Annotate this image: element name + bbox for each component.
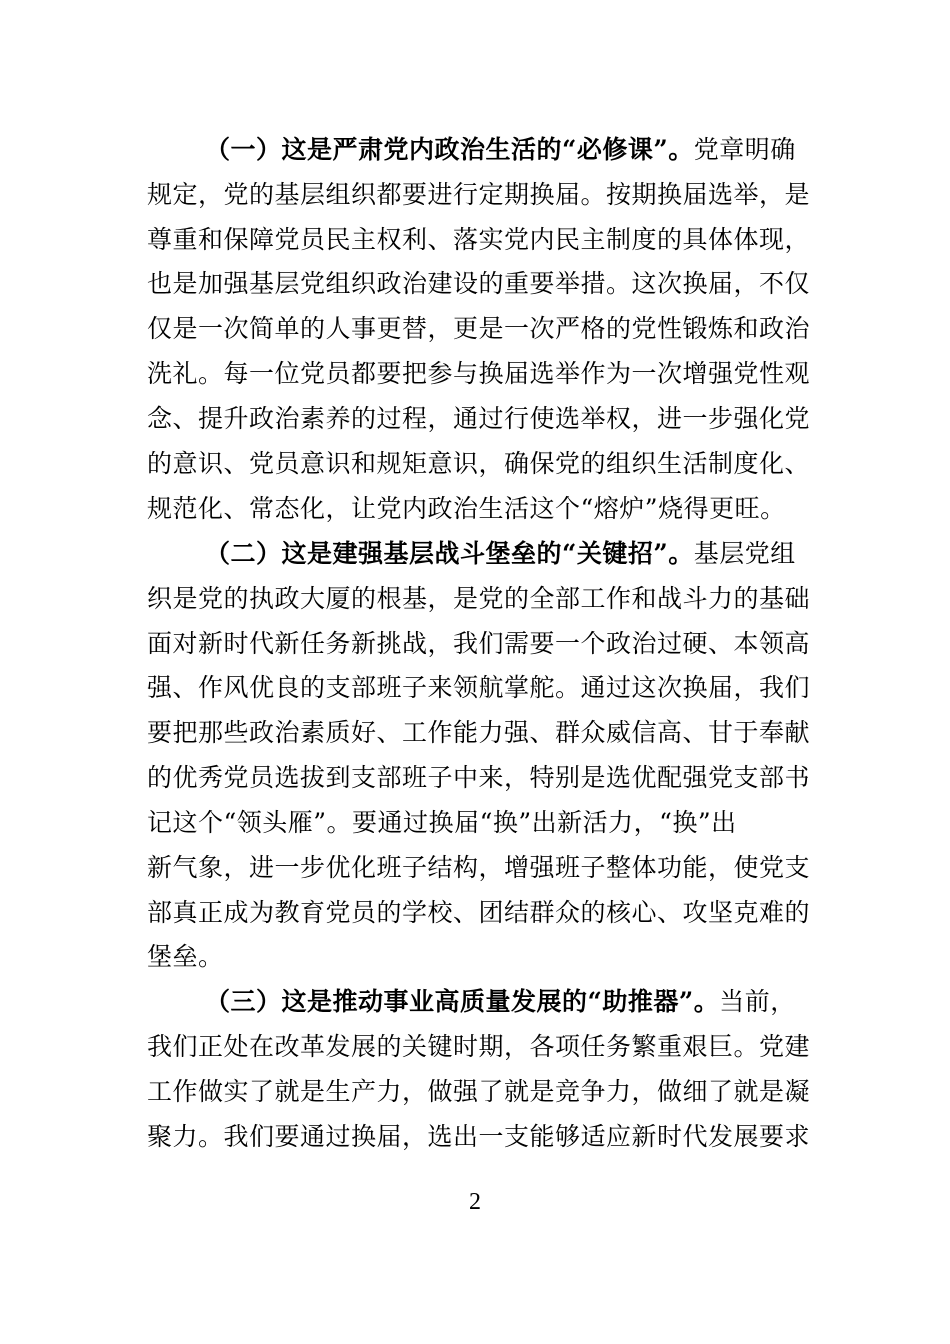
paragraph-3-line-1: 当前， — [719, 987, 796, 1016]
paragraph-1-first-line — [205, 135, 807, 165]
paragraph-1-line-2: 规定，党的基层组织都要进行定期换届。按期换届选举，是 — [147, 180, 811, 209]
paragraph-2-line-6: 的优秀党员选拔到支部班子中来，特别是选优配强党支部书 — [147, 763, 811, 792]
paragraph-1-line-3: 尊重和保障党员民主权利、落实党内民主制度的具体体现， — [147, 225, 811, 254]
paragraph-2-heading: （二）这是建强基层战斗堡垒的“关键招”。 — [205, 539, 694, 568]
paragraph-3-heading: （三）这是推动事业高质量发展的“助推器”。 — [205, 987, 720, 1016]
page-number: 2 — [469, 1189, 481, 1215]
paragraph-1-line-8: 的意识、党员意识和规矩意识，确保党的组织生活制度化、 — [147, 449, 811, 478]
paragraph-2-line-10: 堡垒。 — [147, 942, 224, 971]
paragraph-1-line-6: 洗礼。每一位党员都要把参与换届选举作为一次增强党性观 — [147, 359, 811, 388]
paragraph-1-line-9: 规范化、常态化，让党内政治生活这个“熔炉”烧得更旺。 — [147, 494, 786, 523]
paragraph-1-line-1: 党章明确 — [693, 135, 796, 164]
paragraph-2-line-3: 面对新时代新任务新挑战，我们需要一个政治过硬、本领高 — [147, 629, 811, 658]
paragraph-2-line-5: 要把那些政治素质好、工作能力强、群众威信高、甘于奉献 — [147, 718, 811, 747]
paragraph-1-line-7: 念、提升政治素养的过程，通过行使选举权，进一步强化党 — [147, 404, 811, 433]
paragraph-1-line-4: 也是加强基层党组织政治建设的重要举措。这次换届，不仅 — [147, 269, 811, 298]
paragraph-2-line-1: 基层党组 — [693, 539, 796, 568]
paragraph-2-line-7: 记这个“领头雁”。要通过换届“换”出新活力，“换”出 — [147, 808, 737, 837]
paragraph-3-first-line — [205, 987, 807, 1017]
paragraph-2-line-2: 织是党的执政大厦的根基，是党的全部工作和战斗力的基础 — [147, 584, 811, 613]
paragraph-3-line-4: 聚力。我们要通过换届，选出一支能够适应新时代发展要求 — [147, 1122, 811, 1151]
paragraph-2-line-9: 部真正成为教育党员的学校、团结群众的核心、攻坚克难的 — [147, 898, 811, 927]
paragraph-1-line-5: 仅是一次简单的人事更替，更是一次严格的党性锻炼和政治 — [147, 314, 811, 343]
paragraph-1-heading: （一）这是严肃党内政治生活的“必修课”。 — [205, 135, 694, 164]
paragraph-2-line-4: 强、作风优良的支部班子来领航掌舵。通过这次换届，我们 — [147, 673, 811, 702]
paragraph-2-line-8: 新气象，进一步优化班子结构，增强班子整体功能，使党支 — [147, 853, 811, 882]
paragraph-3-line-2: 我们正处在改革发展的关键时期，各项任务繁重艰巨。党建 — [147, 1032, 811, 1061]
paragraph-3-line-3: 工作做实了就是生产力，做强了就是竞争力，做细了就是凝 — [147, 1077, 811, 1106]
paragraph-2-first-line — [205, 539, 807, 569]
